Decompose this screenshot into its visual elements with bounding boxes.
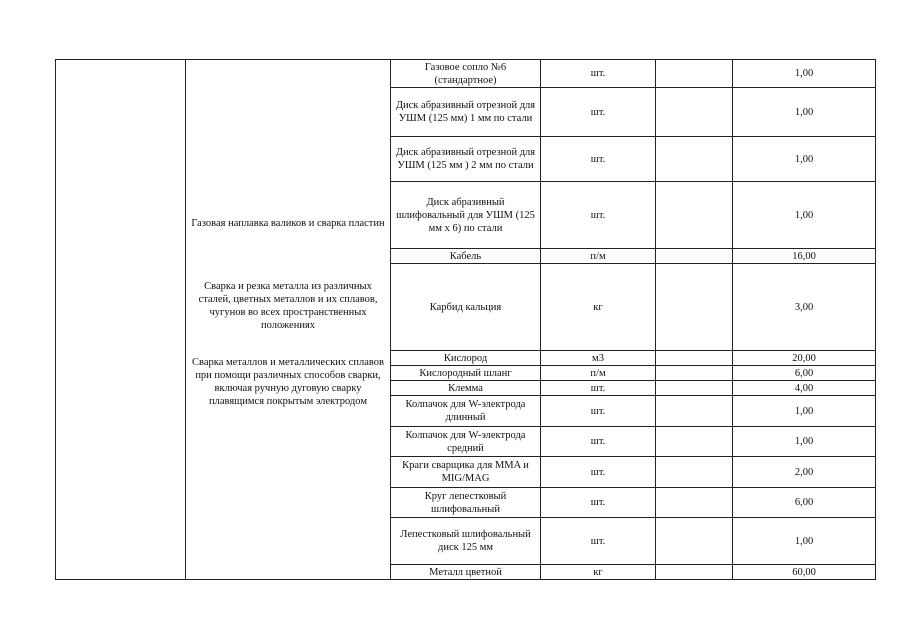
- item-unit: п/м: [541, 366, 656, 381]
- item-name: Диск абразивный отрезной для УШМ (125 мм ) 2 мм по стали: [391, 137, 541, 182]
- item-quantity: 1,00: [733, 182, 876, 249]
- item-name: Кислород: [391, 351, 541, 366]
- item-extra: [656, 182, 733, 249]
- item-name: Металл цветной: [391, 565, 541, 580]
- item-extra: [656, 518, 733, 565]
- item-unit: шт.: [541, 60, 656, 88]
- item-unit: шт.: [541, 457, 656, 488]
- item-unit: шт.: [541, 137, 656, 182]
- item-quantity: 1,00: [733, 396, 876, 427]
- item-quantity: 1,00: [733, 518, 876, 565]
- item-unit: шт.: [541, 518, 656, 565]
- item-name: Кабель: [391, 249, 541, 264]
- item-quantity: 6,00: [733, 488, 876, 518]
- table-row: [56, 60, 876, 88]
- item-extra: [656, 488, 733, 518]
- item-name: Круг лепестковый шлифовальный: [391, 488, 541, 518]
- section-description: Сварка металлов и металлических сплавов при помощи различных способов сварки, включая ручную дуговую сварку плавящимся покрытым электродом: [192, 356, 384, 407]
- item-unit: кг: [541, 264, 656, 351]
- section-description-cell: [186, 60, 391, 580]
- section-description: Сварка и резка металла из различных сталей, цветных металлов и их сплавов, чугунов во всех пространственных положениях: [198, 280, 378, 331]
- item-quantity: 60,00: [733, 565, 876, 580]
- item-name: Диск абразивный шлифовальный для УШМ (125 мм х 6) по стали: [391, 182, 541, 249]
- item-quantity: 3,00: [733, 264, 876, 351]
- item-name: Лепестковый шлифовальный диск 125 мм: [391, 518, 541, 565]
- item-name: Кислородный шланг: [391, 366, 541, 381]
- item-extra: [656, 565, 733, 580]
- item-extra: [656, 351, 733, 366]
- item-unit: шт.: [541, 427, 656, 457]
- item-extra: [656, 366, 733, 381]
- item-extra: [656, 88, 733, 137]
- item-unit: шт.: [541, 381, 656, 396]
- item-unit: шт.: [541, 88, 656, 137]
- item-name: Диск абразивный отрезной для УШМ (125 мм) 1 мм по стали: [391, 88, 541, 137]
- item-extra: [656, 264, 733, 351]
- item-quantity: 2,00: [733, 457, 876, 488]
- item-quantity: 16,00: [733, 249, 876, 264]
- materials-table-body: [56, 60, 876, 580]
- item-quantity: 1,00: [733, 88, 876, 137]
- item-quantity: 1,00: [733, 60, 876, 88]
- item-unit: шт.: [541, 182, 656, 249]
- item-quantity: 6,00: [733, 366, 876, 381]
- item-unit: шт.: [541, 488, 656, 518]
- item-name: Клемма: [391, 381, 541, 396]
- empty-column-cell: [56, 60, 186, 580]
- materials-table: [55, 59, 876, 580]
- item-quantity: 20,00: [733, 351, 876, 366]
- item-quantity: 1,00: [733, 137, 876, 182]
- item-name: Карбид кальция: [391, 264, 541, 351]
- item-extra: [656, 381, 733, 396]
- item-extra: [656, 60, 733, 88]
- item-extra: [656, 137, 733, 182]
- item-extra: [656, 457, 733, 488]
- item-extra: [656, 427, 733, 457]
- item-name: Колпачок для W-электрода средний: [391, 427, 541, 457]
- item-unit: м3: [541, 351, 656, 366]
- item-unit: кг: [541, 565, 656, 580]
- item-extra: [656, 249, 733, 264]
- item-name: Колпачок для W-электрода длинный: [391, 396, 541, 427]
- item-name: Краги сварщика для MMA и MIG/MAG: [391, 457, 541, 488]
- section-description: Газовая наплавка валиков и сварка пластин: [191, 217, 385, 229]
- item-quantity: 1,00: [733, 427, 876, 457]
- item-name: Газовое сопло №6 (стандартное): [391, 60, 541, 88]
- item-unit: шт.: [541, 396, 656, 427]
- item-quantity: 4,00: [733, 381, 876, 396]
- item-extra: [656, 396, 733, 427]
- item-unit: п/м: [541, 249, 656, 264]
